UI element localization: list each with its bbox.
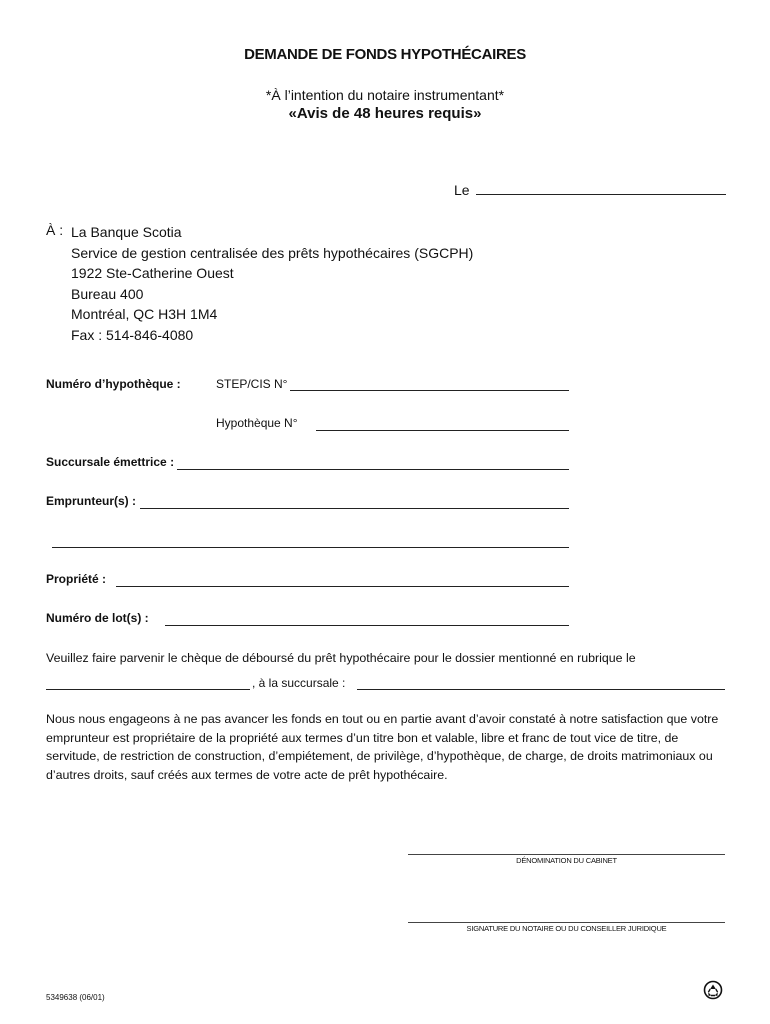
lot-number-input-line[interactable]: [165, 613, 569, 626]
form-title: DEMANDE DE FONDS HYPOTHÉCAIRES: [244, 46, 526, 63]
instructions-text: Veuillez faire parvenir le chèque de déboursé du prêt hypothécaire pour le dossier mentionné en rubrique le: [46, 651, 636, 665]
firm-name-line[interactable]: [408, 842, 725, 855]
borrowers-extra-line[interactable]: [52, 535, 569, 548]
address-line: Bureau 400: [71, 285, 144, 302]
address-line: Montréal, QC H3H 1M4: [71, 306, 218, 323]
notary-signature-line[interactable]: [408, 910, 725, 923]
form-code: 5349638 (06/01): [46, 993, 105, 1002]
address-line: La Banque Scotia: [71, 224, 182, 240]
address-line: Service de gestion centralisée des prêts hypothécaires (SGCPH): [71, 244, 474, 261]
property-input-line[interactable]: [116, 574, 569, 587]
date-input-line[interactable]: [476, 194, 726, 195]
lot-number-label: Numéro de lot(s) :: [46, 611, 149, 625]
mortgage-no-input-line[interactable]: [316, 418, 569, 431]
branch-input-line[interactable]: [177, 457, 569, 470]
disbursement-branch-line[interactable]: [357, 677, 725, 690]
notice-banner: «Avis de 48 heures requis»: [288, 105, 482, 122]
undertaking-paragraph: Nous nous engageons à ne pas avancer les fonds en tout ou en partie avant d’avoir constaté à notre satisfaction que votre emprunteur est propriétaire de la propriété aux termes d’un titre bon et valable, libre et franc de tout vice de titre, de servitude, de restriction de construction, d’empiétement, de privilège, d’hypothèque, de charge, de droits matrimoniaux ou d’autres droits, sauf créés aux termes de votre acte de prêt hypothécaire.: [46, 712, 719, 782]
recycle-icon: [703, 980, 723, 1000]
form-subtitle: *À l’intention du notaire instrumentant*: [265, 87, 505, 103]
date-label: Le: [454, 182, 470, 198]
address-line: 1922 Ste-Catherine Ouest: [71, 265, 234, 282]
mortgage-no-label: Hypothèque N°: [216, 416, 298, 430]
at-branch-label: , à la succursale :: [252, 676, 346, 690]
borrowers-label: Emprunteur(s) :: [46, 494, 136, 508]
step-cis-label: STEP/CIS N°: [216, 377, 288, 391]
borrowers-input-line[interactable]: [140, 496, 569, 509]
disbursement-date-line[interactable]: [46, 677, 250, 690]
mortgage-number-label: Numéro d’hypothèque :: [46, 377, 181, 391]
step-cis-input-line[interactable]: [290, 378, 569, 391]
property-label: Propriété :: [46, 572, 107, 586]
notary-signature-caption: SIGNATURE DU NOTAIRE OU DU CONSEILLER JURIDIQUE: [466, 924, 667, 933]
firm-name-caption: DÉNOMINATION DU CABINET: [516, 856, 617, 865]
recipient-address: [71, 222, 473, 346]
date-field: [454, 182, 726, 198]
address-line: Fax : 514-846-4080: [71, 326, 194, 343]
recipient-prefix: À :: [46, 222, 64, 238]
branch-label: Succursale émettrice :: [46, 455, 175, 469]
